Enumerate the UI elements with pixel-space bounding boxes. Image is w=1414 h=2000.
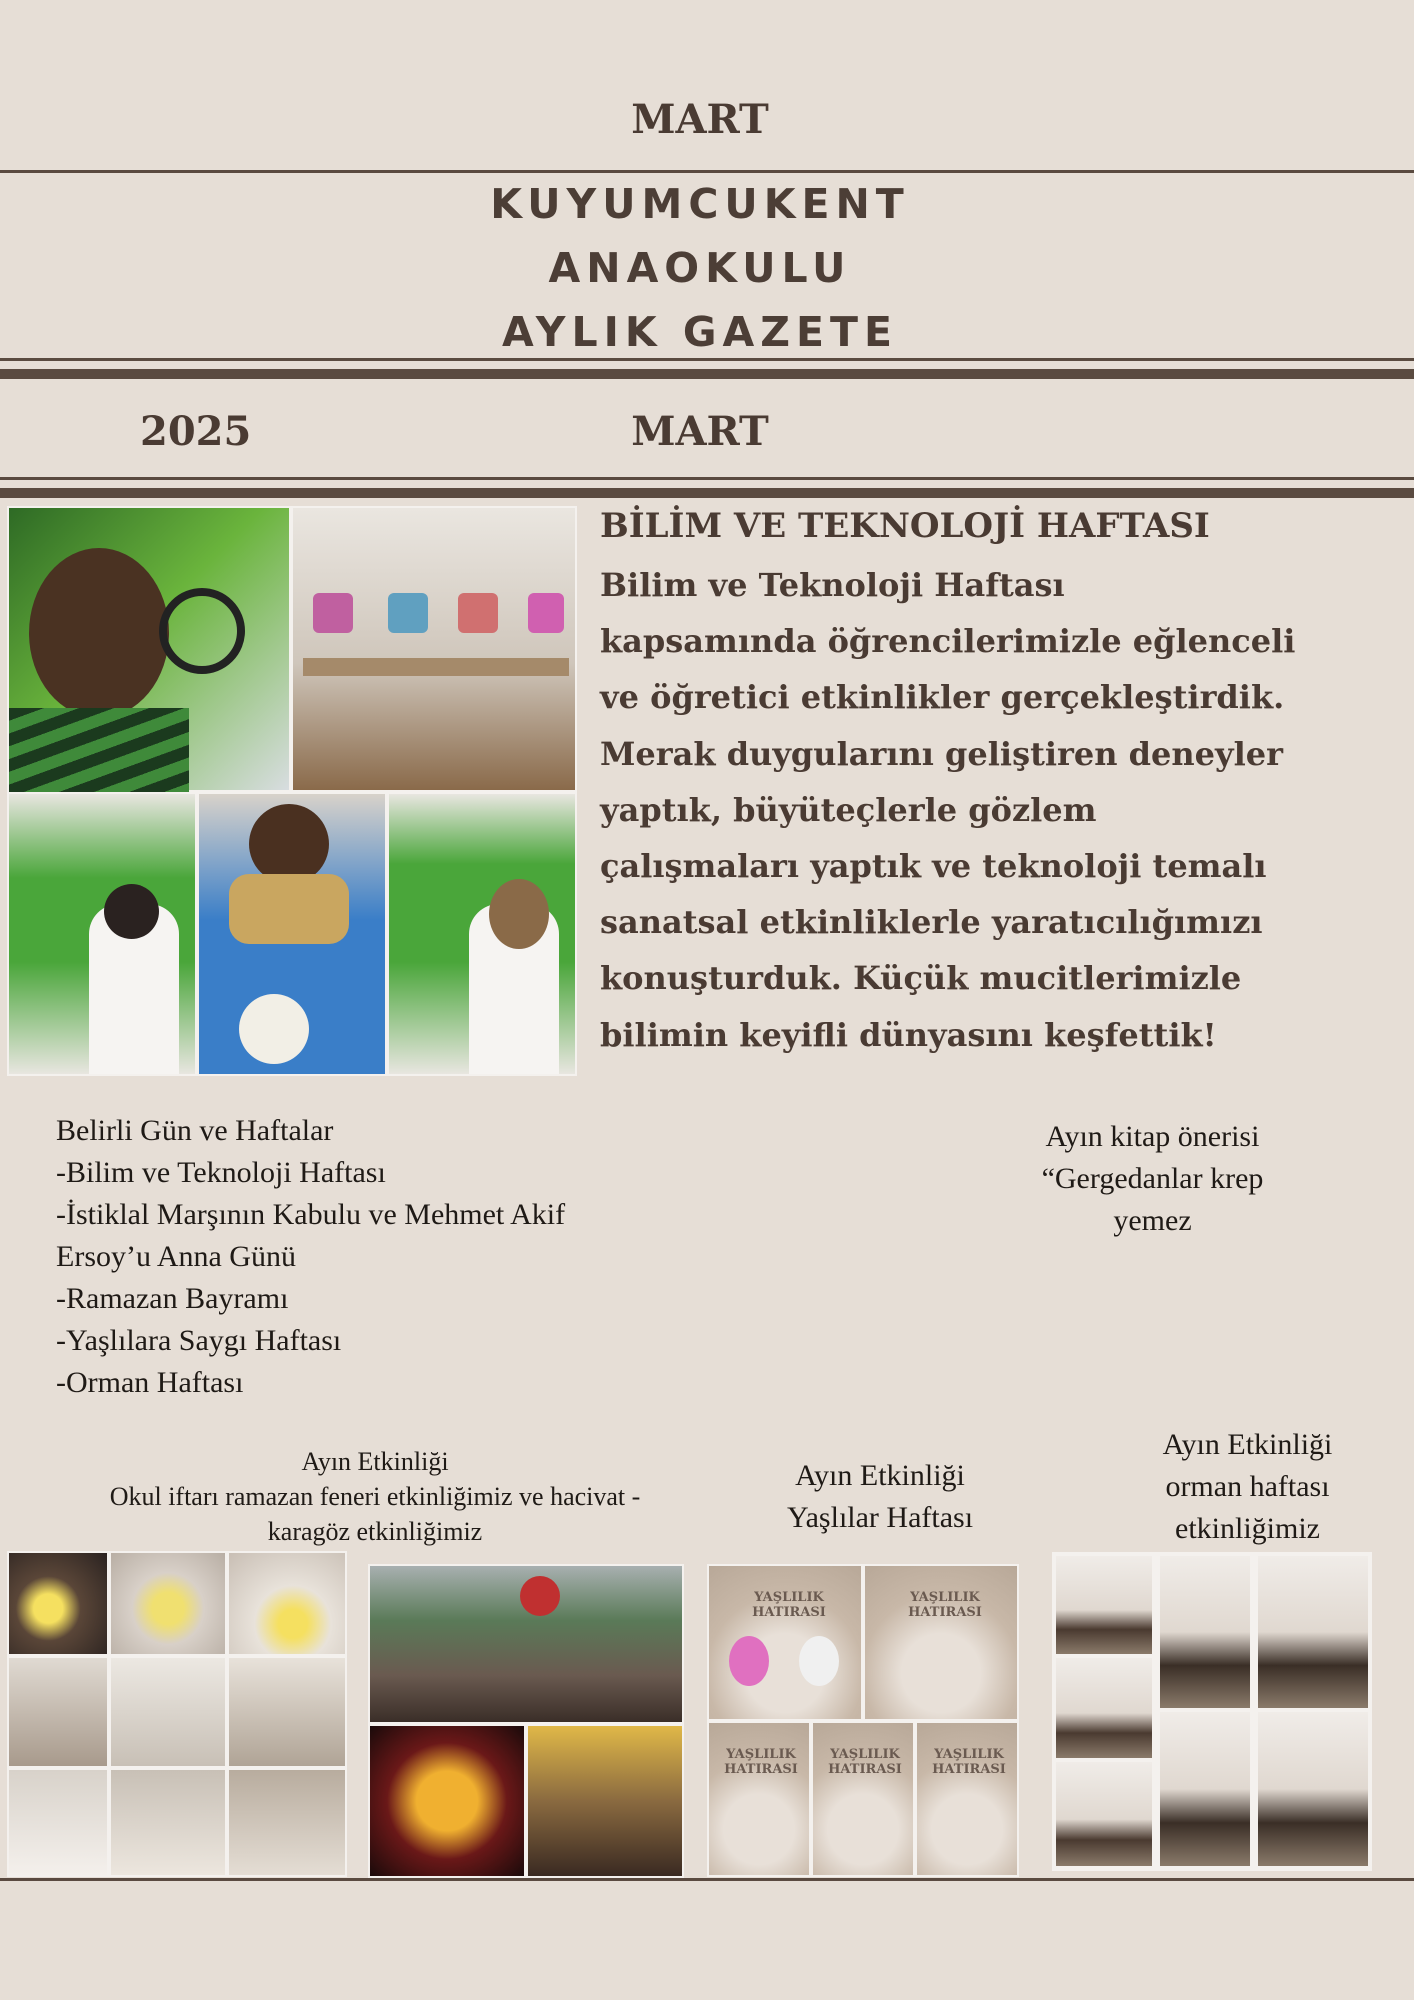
photo-shadow-play-screen — [368, 1724, 526, 1878]
photo-iftar-table-2 — [109, 1768, 227, 1877]
special-day-item: -Orman Haftası — [56, 1366, 244, 1399]
book-heading: Ayın kitap önerisi — [1045, 1120, 1260, 1153]
article-line: sanatsal etkinliklerle yaratıcılığımızı — [600, 903, 1263, 942]
article-body — [600, 557, 1300, 1063]
photo-child-at-board-2 — [387, 792, 577, 1076]
article-line: kapsamında öğrencilerimizle eğlenceli — [600, 622, 1296, 661]
special-day-item: -Bilim ve Teknoloji Haftası — [56, 1156, 386, 1189]
special-day-item: -Yaşlılara Saygı Haftası — [56, 1324, 342, 1357]
book-recommendation — [980, 1116, 1325, 1242]
rule-2 — [0, 358, 1414, 361]
photo-magnifier-child — [7, 506, 291, 792]
photo-hacivat-performer — [368, 1564, 684, 1724]
article-line: Bilim ve Teknoloji Haftası — [600, 566, 1065, 604]
masthead-top-month: MART — [631, 96, 769, 143]
photo-forest-6 — [1256, 1554, 1370, 1710]
science-week-photo-collage — [7, 506, 577, 1076]
photo-elderly-4 — [811, 1721, 915, 1877]
article-line: çalışmaları yaptık ve teknoloji temalı — [600, 847, 1267, 886]
photo-forest-5 — [1158, 1710, 1252, 1868]
article-line: Merak duygularını geliştiren deneyler — [600, 734, 1283, 773]
activity-caption-elderly-week — [740, 1455, 1020, 1539]
photo-lantern-3 — [227, 1551, 347, 1656]
rule-1 — [0, 170, 1414, 173]
issue-month: MART — [631, 408, 769, 455]
photo-child-at-table — [197, 792, 387, 1076]
photo-forest-7 — [1256, 1710, 1370, 1868]
rule-5 — [0, 488, 1414, 498]
special-day-item: -İstiklal Marşının Kabulu ve Mehmet Akif — [56, 1198, 566, 1231]
sign-text: YAŞLILIK HATIRASI — [932, 1747, 1006, 1777]
activity-description: orman haftası — [1165, 1470, 1330, 1503]
photo-forest-1 — [1054, 1554, 1154, 1656]
special-days-list — [56, 1110, 565, 1404]
activity-caption-iftar — [30, 1444, 720, 1549]
sign-text: YAŞLILIK HATIRASI — [828, 1747, 902, 1777]
photo-shadow-play-audience — [526, 1724, 684, 1878]
issue-year: 2025 — [140, 408, 252, 455]
rule-3 — [0, 369, 1414, 379]
photo-iftar-table-3 — [227, 1768, 347, 1877]
newspaper-title-line-3: AYLIK GAZETE — [501, 308, 899, 356]
photo-elderly-3 — [707, 1721, 811, 1877]
photo-elderly-5 — [915, 1721, 1019, 1877]
special-days-heading: Belirli Gün ve Haftalar — [56, 1114, 334, 1147]
activity-caption-forest-week — [1105, 1424, 1390, 1550]
rule-4 — [0, 477, 1414, 480]
activity-description: etkinliğimiz — [1175, 1512, 1320, 1545]
newspaper-title-line-1: KUYUMCUKENT — [490, 180, 910, 228]
article-line: yaptık, büyüteçlerle gözlem — [600, 790, 1097, 829]
activity-heading: Ayın Etkinliği — [301, 1447, 449, 1476]
photo-lantern-4 — [7, 1656, 109, 1768]
hacivat-karagoz-photo-collage — [368, 1564, 684, 1878]
article-line: konuşturduk. Küçük mucitlerimizle — [600, 959, 1242, 998]
iftar-lantern-photo-collage — [7, 1551, 347, 1877]
elderly-week-photo-collage — [707, 1564, 1019, 1877]
special-day-item: Ersoy’u Anna Günü — [56, 1240, 296, 1273]
sign-text: YAŞLILIK HATIRASI — [752, 1590, 826, 1620]
photo-lantern-6 — [227, 1656, 347, 1768]
activity-heading: Ayın Etkinliği — [795, 1459, 965, 1492]
photo-lantern-2 — [109, 1551, 227, 1656]
newspaper-title-line-2: ANAOKULU — [548, 244, 852, 292]
photo-forest-2 — [1054, 1656, 1154, 1760]
photo-robot-crafts — [291, 506, 577, 792]
sign-text: YAŞLILIK HATIRASI — [908, 1590, 982, 1620]
special-day-item: -Ramazan Bayramı — [56, 1282, 289, 1315]
book-title-line: “Gergedanlar krep — [1041, 1162, 1264, 1195]
sign-text: YAŞLILIK HATIRASI — [724, 1747, 798, 1777]
article-line: ve öğretici etkinlikler gerçekleştirdik. — [600, 678, 1285, 717]
photo-child-at-board-1 — [7, 792, 197, 1076]
photo-forest-3 — [1054, 1760, 1154, 1868]
photo-iftar-table-1 — [7, 1768, 109, 1877]
activity-heading: Ayın Etkinliği — [1162, 1428, 1333, 1461]
book-title-line: yemez — [1113, 1204, 1192, 1237]
activity-description: Okul iftarı ramazan feneri etkinliğimiz ve hacivat - — [109, 1482, 641, 1511]
photo-lantern-1 — [7, 1551, 109, 1656]
photo-elderly-1 — [707, 1564, 863, 1721]
activity-description: karagöz etkinliğimiz — [267, 1517, 483, 1546]
photo-elderly-2 — [863, 1564, 1019, 1721]
photo-forest-4 — [1158, 1554, 1252, 1710]
article-title: BİLİM VE TEKNOLOJİ HAFTASI — [600, 506, 1210, 546]
photo-lantern-5 — [109, 1656, 227, 1768]
rule-bottom — [0, 1878, 1414, 1881]
activity-description: Yaşlılar Haftası — [786, 1501, 974, 1534]
article-line: bilimin keyifli dünyasını keşfettik! — [600, 1015, 1217, 1054]
forest-week-photo-collage — [1052, 1552, 1372, 1871]
